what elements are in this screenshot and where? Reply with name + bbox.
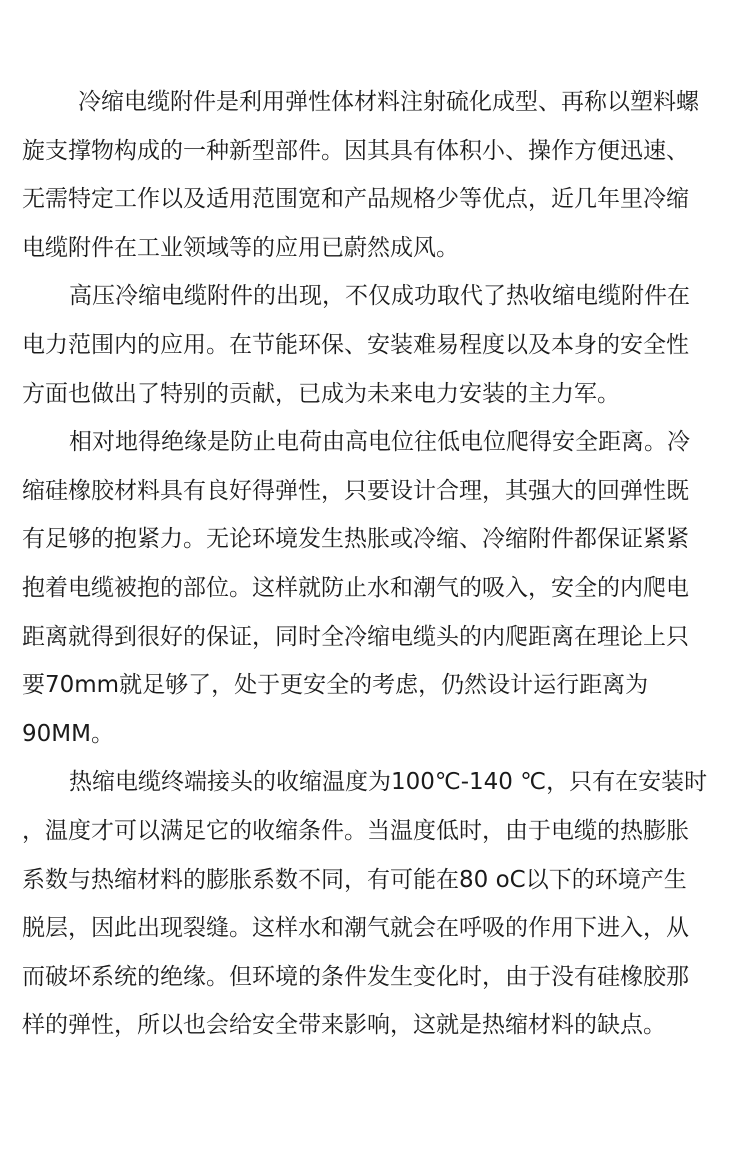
text-line: 90MM。 <box>22 720 114 747</box>
text-line: 无需特定工作以及适用范围宽和产品规格少等优点，近几年里冷缩 <box>22 186 689 213</box>
text-line: 高压冷缩电缆附件的出现，不仅成功取代了热收缩电缆附件在 <box>69 283 690 310</box>
text-line: 而破坏系统的绝缘。但环境的条件发生变化时，由于没有硅橡胶那 <box>22 963 689 990</box>
text-line: 系数与热缩材料的膨胀系数不同，有可能在80 oC以下的环境产生 <box>22 866 687 893</box>
paragraph-heat-shrink <box>22 758 726 1050</box>
text-line: ，温度才可以满足它的收缩条件。当温度低时，由于电缆的热膨胀 <box>22 817 689 844</box>
text-line: 要70mm就足够了，处于更安全的考虑，仍然设计运行距离为 <box>22 672 649 699</box>
paragraph-high-voltage <box>22 272 726 418</box>
text-line: 缩硅橡胶材料具有良好得弹性，只要设计合理，其强大的回弹性既 <box>22 477 689 504</box>
paragraph-insulation <box>22 418 726 758</box>
text-line: 电力范围内的应用。在节能环保、安装难易程度以及本身的安全性 <box>22 331 689 358</box>
text-line: 有足够的抱紧力。无论环境发生热胀或冷缩、冷缩附件都保证紧紧 <box>22 526 689 553</box>
text-line: 抱着电缆被抱的部位。这样就防止水和潮气的吸入，安全的内爬电 <box>22 574 689 601</box>
text-line: 距离就得到很好的保证，同时全冷缩电缆头的内爬距离在理论上只 <box>22 623 689 650</box>
paragraph-cold-shrink-intro <box>22 78 726 272</box>
text-line: 样的弹性，所以也会给安全带来影响，这就是热缩材料的缺点。 <box>22 1012 666 1039</box>
text-line: 热缩电缆终端接头的收缩温度为100℃-140 ℃，只有在安装时 <box>69 769 708 796</box>
text-line: 脱层，因此出现裂缝。这样水和潮气就会在呼吸的作用下进入，从 <box>22 915 689 942</box>
text-line: 电缆附件在工业领域等的应用已蔚然成风。 <box>22 234 459 261</box>
text-line: 方面也做出了特别的贡献，已成为未来电力安装的主力军。 <box>22 380 620 407</box>
article-body <box>22 78 726 1050</box>
text-line: 旋支撑物构成的一种新型部件。因其具有体积小、操作方便迅速、 <box>22 137 689 164</box>
text-line: 冷缩电缆附件是利用弹性体材料注射硫化成型、再称以塑料螺 <box>78 89 699 115</box>
text-line: 相对地得绝缘是防止电荷由高电位往低电位爬得安全距离。冷 <box>69 429 690 456</box>
